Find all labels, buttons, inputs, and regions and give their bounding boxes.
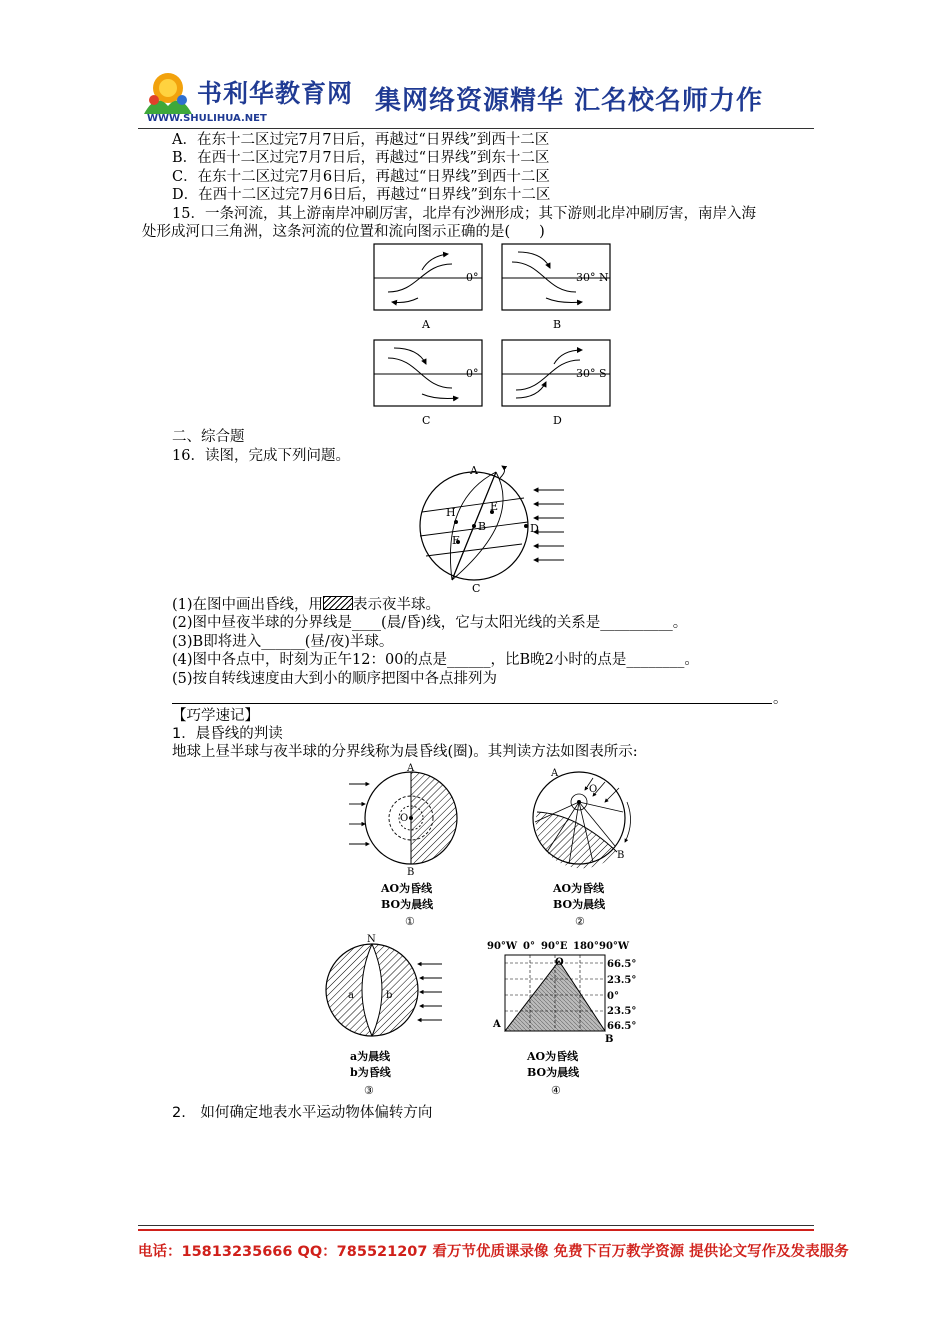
- header-rule: [138, 128, 814, 129]
- fig3-label-b: b: [386, 990, 393, 1001]
- q16-item-5-blank: [172, 703, 772, 704]
- q16-item-3: (3)B即将进入______(昼/夜)半球。: [172, 634, 394, 650]
- tips-desc: 地球上昼半球与夜半球的分界线称为晨昏线(圈)。其判读方法如图表所示:: [172, 744, 638, 760]
- footer-rule-top: [138, 1225, 814, 1226]
- q16-item-1-b: 表示夜半球。: [353, 597, 441, 613]
- brand-name: 书利华教育网: [197, 79, 354, 108]
- q14-option-b: B．在西十二区过完7月7日后，再越过“日界线”到东十二区: [172, 150, 550, 166]
- globe-label-a: A: [470, 464, 478, 477]
- site-header: [0, 0, 950, 135]
- fig3-label-n: N: [367, 934, 376, 945]
- brand-url: WWW.SHULIHUA.NET: [147, 113, 267, 124]
- fig3-number: ③: [364, 1084, 374, 1097]
- section2-title: 二、综合题: [172, 429, 245, 445]
- fig2-caption-1: AO为昏线: [553, 882, 605, 895]
- fig4-lon-3: 180°: [573, 941, 599, 952]
- fig4-caption-1: AO为昏线: [527, 1050, 579, 1063]
- fig4-lon-1: 0°: [523, 941, 535, 952]
- q16-item-2: (2)图中昼夜半球的分界线是____(晨/昏)线，它与太阳光线的关系是__________。: [172, 615, 688, 631]
- globe-label-b: B: [478, 520, 487, 533]
- globe-label-d: D: [530, 522, 539, 535]
- fig1-label-o: O: [400, 813, 409, 824]
- fig4-label-o: O: [555, 957, 564, 968]
- q16-item-1: [172, 596, 440, 614]
- q16-item-1-a: (1)在图中画出昏线，用: [172, 597, 324, 613]
- panel-d-lat: 30° S: [576, 367, 607, 380]
- fig1-caption-1: AO为昏线: [381, 882, 433, 895]
- fig2-label-o: O: [589, 784, 598, 795]
- panel-d: [502, 340, 610, 427]
- hatch-legend-icon: [323, 596, 353, 610]
- q16-item-5: (5)按自转线速度由大到小的顺序把图中各点排列为: [172, 671, 498, 687]
- globe-label-f: F: [452, 534, 460, 547]
- panel-c-lat: 0°: [466, 367, 479, 380]
- q14-option-c: C．在东十二区过完7月6日后，再越过“日界线”到西十二区: [172, 169, 550, 185]
- fig1-caption-2: BO为晨线: [381, 898, 434, 911]
- fig4-lat-1: 23.5°: [607, 975, 637, 986]
- q15-river-figure: [370, 240, 615, 430]
- q15-stem-line2: 处形成河口三角洲，这条河流的位置和流向图示正确的是( ): [142, 224, 545, 240]
- fig2-number: ②: [575, 915, 585, 928]
- fig4-number: ④: [551, 1084, 561, 1097]
- fig1-label-a: A: [407, 763, 415, 774]
- q16-item-4: (4)图中各点中，时刻为正午12：00的点是______，比B晚2小时的点是________。: [172, 652, 699, 668]
- globe-label-e: E: [490, 500, 499, 513]
- fig4-lon-0: 90°W: [487, 941, 518, 952]
- logo-icon: [142, 70, 194, 118]
- q14-option-d: D．在西十二区过完7月6日后，再越过“日界线”到东十二区: [172, 187, 551, 203]
- footer-contact: 电话：15813235666 QQ：785521207 看万节优质课录像 免费下百万教学资源 提供论文写作及发表服务: [138, 1244, 849, 1260]
- fig4-label-a: A: [493, 1019, 501, 1030]
- tip-figure-2: [527, 762, 642, 932]
- globe-label-h: H: [446, 506, 456, 519]
- q16-intro: 16．读图，完成下列问题。: [172, 448, 350, 464]
- footer-rule-red: [138, 1229, 814, 1231]
- fig4-caption-2: BO为晨线: [527, 1066, 580, 1079]
- panel-a: [374, 244, 482, 331]
- panel-a-lat: 0°: [466, 271, 479, 284]
- tips-point1: 1．晨昏线的判读: [172, 726, 283, 742]
- fig2-caption-2: BO为晨线: [553, 898, 606, 911]
- panel-d-letter: D: [553, 414, 562, 427]
- fig3-caption-2: b为昏线: [350, 1066, 391, 1079]
- panel-b: [502, 244, 610, 331]
- panel-c-letter: C: [422, 414, 431, 427]
- q14-option-a: A．在东十二区过完7月7日后，再越过“日界线”到西十二区: [172, 132, 550, 148]
- tip-figure-1: [345, 762, 470, 932]
- q15-stem-line1: 15．一条河流，其上游南岸冲刷厉害，北岸有沙洲形成；其下游则北岸冲刷厉害，南岸入海: [172, 206, 756, 222]
- q16-end-mark: 。: [773, 691, 788, 707]
- fig4-lat-2: 0°: [607, 991, 619, 1002]
- fig4-lon-4: 90°W: [599, 941, 630, 952]
- fig2-label-b: B: [617, 850, 625, 861]
- globe-label-c: C: [472, 582, 481, 595]
- panel-a-letter: A: [422, 318, 430, 331]
- fig3-label-a: a: [348, 990, 354, 1001]
- q16-globe-figure: [412, 460, 572, 598]
- panel-b-letter: B: [553, 318, 562, 331]
- fig4-label-b: B: [605, 1034, 614, 1045]
- panel-c: [374, 340, 482, 427]
- fig4-lat-3: 23.5°: [607, 1006, 637, 1017]
- fig4-lat-4: 66.5°: [607, 1021, 637, 1032]
- tip-figure-3: [320, 932, 450, 1100]
- tips-point2: 2. 如何确定地表水平运动物体偏转方向: [172, 1105, 433, 1121]
- fig4-lat-0: 66.5°: [607, 959, 637, 970]
- fig4-lon-2: 90°E: [541, 941, 568, 952]
- tip-figure-4: [485, 937, 645, 1100]
- fig1-number: ①: [405, 915, 415, 928]
- header-slogan: 集网络资源精华 汇名校名师力作: [375, 86, 764, 116]
- fig1-label-b: B: [407, 867, 415, 878]
- fig3-caption-1: a为晨线: [350, 1050, 391, 1063]
- fig2-label-a: A: [551, 768, 559, 779]
- tips-heading: 【巧学速记】: [172, 708, 259, 724]
- panel-b-lat: 30° N: [576, 271, 609, 284]
